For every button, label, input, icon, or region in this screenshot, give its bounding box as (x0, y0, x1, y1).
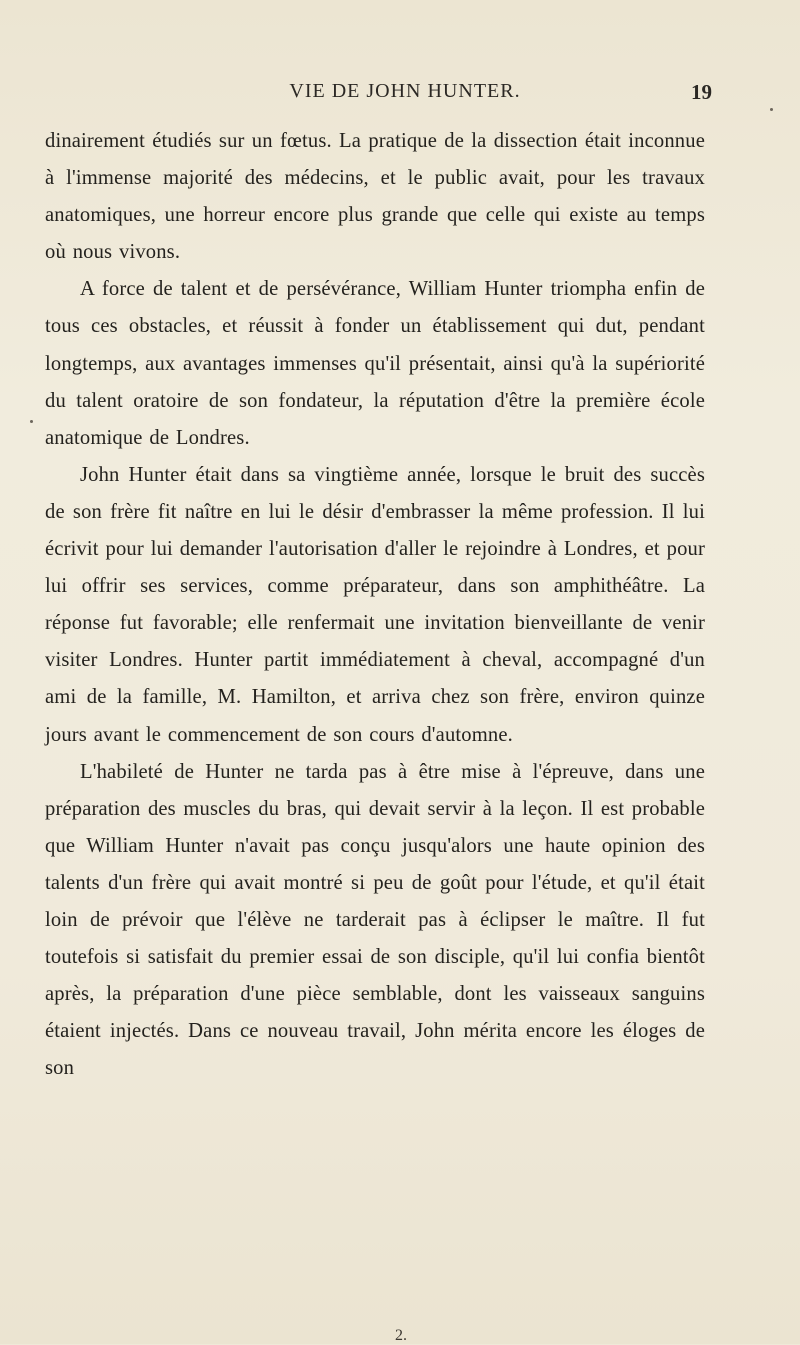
ink-speck (770, 108, 773, 111)
body-text (45, 123, 705, 1087)
signature-mark: 2. (395, 1327, 407, 1344)
page-number: 19 (691, 80, 712, 104)
paragraph-william-hunter: A force de talent et de persévérance, William Hunter triompha enfin de tous ces obstacles, et réussit à fonder un établissement qui dut, pendant longtemps, aux avantages immenses qu'il présentait, ainsi qu'à la supériorité du talent oratoire de son fondateur, la réputation d'être la première école anatomique de Londres. (45, 278, 705, 449)
ink-speck (30, 420, 33, 423)
running-title: VIE DE JOHN HUNTER. (289, 80, 521, 102)
running-head (100, 72, 710, 112)
paragraph-habilete: L'habileté de Hunter ne tarda pas à être mise à l'épreuve, dans une préparation des muscles du bras, qui devait servir à la leçon. Il est probable que William Hunter n'avait pas conçu jusqu'alors une haute opinion des talents d'un frère qui avait montré si peu de goût pour l'étude, et qu'il était loin de prévoir que l'élève ne tarderait pas à éclipser le maître. Il fut toutefois si satisfait du premier essai de son disciple, qu'il lui confia bientôt après, la préparation d'une pièce semblable, dont les vaisseaux sanguins étaient injectés. Dans ce nouveau travail, John mérita encore les éloges de son (45, 760, 705, 1080)
paragraph-john-hunter-london: John Hunter était dans sa vingtième année, lorsque le bruit des succès de son frère fit naître en lui le désir d'embrasser la même profession. Il lui écrivit pour lui demander l'autorisation d'aller le rejoindre à Londres, et pour lui offrir ses services, comme préparateur, dans son amphithéâtre. La réponse fut favorable; elle renfermait une invitation bienveillante de venir visiter Londres. Hunter partit immédiatement à cheval, accompagné d'un ami de la famille, M. Hamilton, et arriva chez son frère, environ quinze jours avant le commencement de son cours d'automne. (45, 463, 705, 746)
paragraph-continuation: dinairement étudiés sur un fœtus. La pratique de la dissection était inconnue à l'immense majorité des médecins, et le public avait, pour les travaux anatomiques, une horreur encore plus grande que celle qui existe au temps où nous vivons. (45, 130, 705, 264)
